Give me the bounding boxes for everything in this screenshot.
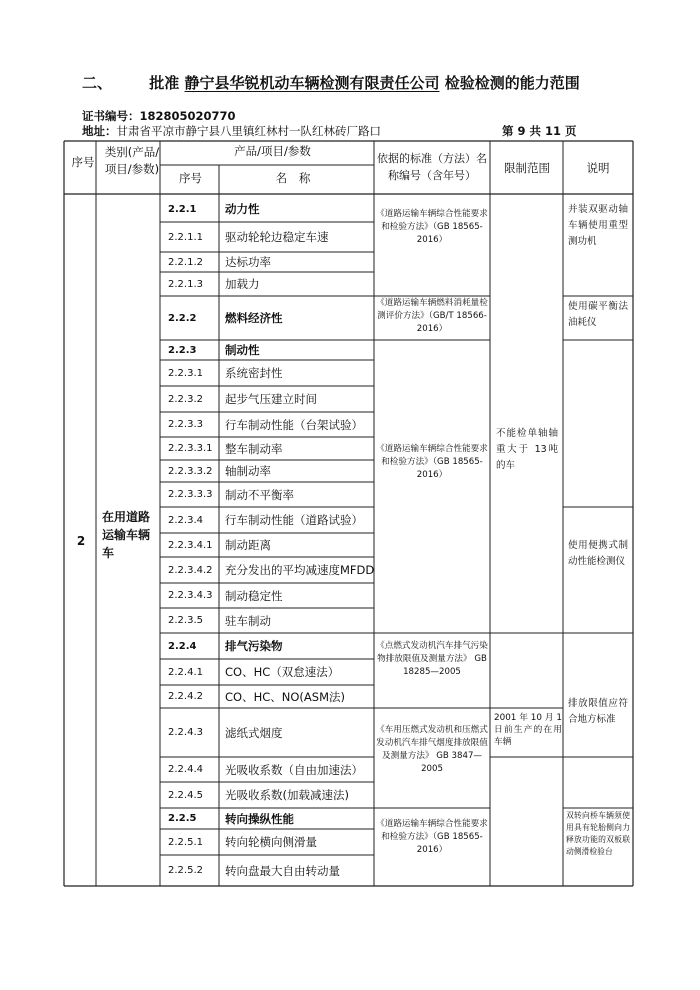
note-cell: 使用便携式制动性能检测仪 (568, 540, 628, 567)
item-code: 2.2.3.3.1 (168, 443, 213, 454)
header-name: 名 称 (275, 171, 315, 185)
item-name: 转向盘最大自由转动量 (225, 863, 340, 878)
item-code: 2.2.3.4.1 (168, 539, 213, 551)
item-name: 光吸收系数（自由加速法） (225, 762, 363, 777)
company-name: 静宁县华锐机动车辆检测有限责任公司 (184, 74, 440, 92)
header-seq: 序号 (71, 155, 95, 169)
item-code: 2.2.4 (168, 640, 197, 652)
address-label: 地址： (82, 124, 117, 138)
header-category: 类别(产品/项目/参数) (104, 145, 160, 176)
note-cell: 并装双驱动轴车辆使用重型测功机 (568, 204, 628, 247)
approve-label: 批准 (149, 74, 180, 92)
header-sub-seq: 序号 (179, 171, 202, 185)
item-code: 2.2.3 (168, 344, 197, 356)
main-seq: 2 (76, 534, 86, 548)
item-code: 2.2.5.1 (168, 836, 203, 848)
item-code: 2.2.3.3.2 (168, 465, 213, 477)
item-name: 充分发出的平均减速度MFDD (225, 563, 375, 577)
header-product: 产品/项目/参数 (234, 144, 311, 158)
item-code: 2.2.2 (168, 312, 197, 324)
note-cell: 双转向桥车辆须使用具有轮胎侧向力释放功能的双板联动侧滑检验台 (566, 811, 630, 856)
item-name: 燃料经济性 (225, 311, 283, 325)
header-note: 说明 (586, 161, 610, 175)
limit-cell: 不能检单轴轴重大于 13吨的车 (496, 428, 558, 471)
item-name: 系统密封性 (225, 366, 283, 380)
address-value: 甘肃省平凉市静宁县八里镇红林村一队红林砖厂路口 (116, 124, 381, 138)
header-standard: 依据的标准（方法）名称编号（含年号） (377, 152, 487, 182)
standard-cell: 《车用压燃式发动机和压燃式发动机汽车排气烟度排放限值及测量方法》 GB 3847—2005 (376, 725, 488, 774)
item-name: 加载力 (225, 277, 260, 291)
header-limit: 限制范围 (504, 161, 550, 175)
item-name: 达标功率 (225, 255, 271, 269)
item-name: 制动不平衡率 (225, 487, 294, 502)
item-name: CO、HC、NO(ASM法) (225, 689, 345, 704)
item-code: 2.2.4.1 (168, 666, 203, 678)
cert-value: 182805020770 (139, 109, 236, 123)
item-name: 轴制动率 (225, 464, 271, 478)
item-name: 驻车制动 (225, 613, 271, 628)
item-name: 驱动轮轮边稳定车速 (225, 230, 329, 244)
item-name: 滤纸式烟度 (225, 725, 283, 740)
item-code: 2.2.3.4 (168, 514, 203, 526)
note-cell: 排放限值应符合地方标准 (568, 698, 628, 725)
standard-cell: 《道路运输车辆燃料消耗量检测评价方法》（GB/T 18566-2016） (376, 298, 488, 334)
item-code: 2.2.5 (168, 813, 197, 824)
item-code: 2.2.1.2 (168, 256, 203, 268)
item-name: 起步气压建立时间 (225, 392, 317, 406)
category-cell: 在用道路运输车辆车 (102, 510, 151, 560)
item-code: 2.2.3.4.3 (168, 590, 213, 601)
item-name: 排气污染物 (225, 639, 283, 653)
item-code: 2.2.3.2 (168, 393, 203, 405)
item-code: 2.2.3.3.3 (168, 489, 213, 500)
section-number: 二、 (82, 74, 113, 92)
item-code: 2.2.1 (168, 203, 197, 215)
item-name: 行车制动性能（道路试验） (225, 513, 363, 527)
item-name: 制动稳定性 (225, 588, 283, 603)
item-code: 2.2.4.4 (168, 764, 203, 775)
scope-label: 检验检测的能力范围 (444, 74, 580, 92)
standard-cell: 《道路运输车辆综合性能要求和检验方法》（GB 18565-2016） (376, 444, 488, 480)
item-name: 制动性 (225, 343, 260, 357)
item-name: 转向操纵性能 (225, 811, 294, 826)
item-code: 2.2.3.4.2 (168, 564, 213, 576)
item-name: 制动距离 (225, 538, 271, 552)
item-name: 整车制动率 (225, 441, 283, 456)
item-name: CO、HC（双怠速法） (225, 665, 340, 679)
item-code: 2.2.5.2 (168, 865, 203, 876)
item-code: 2.2.1.1 (168, 231, 203, 243)
item-name: 转向轮横向侧滑量 (225, 835, 317, 849)
item-code: 2.2.4.5 (168, 789, 203, 801)
item-code: 2.2.4.3 (168, 727, 203, 738)
standard-cell: 《道路运输车辆综合性能要求和检验方法》（GB 18565-2016） (376, 209, 488, 245)
page-indicator: 第 9 共 11 页 (502, 124, 577, 138)
cert-label: 证书编号： (82, 109, 140, 123)
item-name: 光吸收系数(加载减速法) (225, 788, 349, 802)
item-code: 2.2.3.1 (168, 367, 203, 379)
item-code: 2.2.3.5 (168, 615, 203, 626)
standard-cell: 《道路运输车辆综合性能要求和检验方法》（GB 18565-2016） (376, 819, 488, 855)
item-code: 2.2.1.3 (168, 278, 203, 290)
note-cell: 使用碳平衡法油耗仪 (568, 301, 628, 328)
standard-cell: 《点燃式发动机汽车排气污染物排放限值及测量方法》 GB 18285—2005 (376, 641, 488, 677)
item-name: 行车制动性能（台架试验） (225, 417, 363, 432)
limit-cell: 2001 年 10 月 1 日前生产的在用车辆 (494, 713, 562, 747)
item-name: 动力性 (225, 202, 260, 216)
item-code: 2.2.3.3 (168, 419, 203, 430)
item-code: 2.2.4.2 (168, 691, 203, 702)
